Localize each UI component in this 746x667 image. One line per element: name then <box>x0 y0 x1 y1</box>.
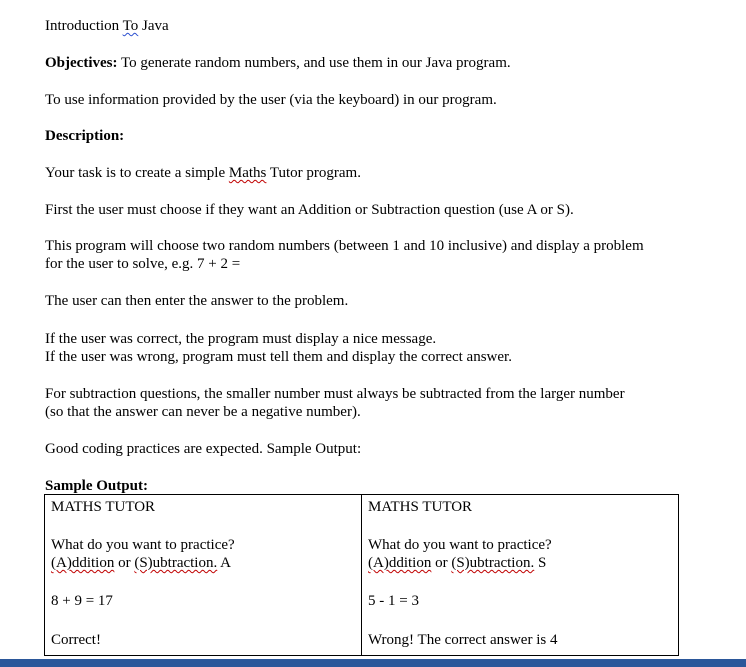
right-equation: 5 - 1 = 3 <box>368 593 419 609</box>
enter-line: The user can then enter the answer to the problem. <box>45 293 349 309</box>
left-option-subtraction: (S)ubtraction. <box>134 555 218 571</box>
objectives-text: To generate random numbers, and use them in our Java program. <box>117 55 511 71</box>
objectives-line <box>45 54 511 72</box>
wrong-line: If the user was wrong, program must tell them and display the correct answer. <box>45 349 512 365</box>
sample-output-label: Sample Output: <box>45 478 148 494</box>
right-answer-choice: S <box>534 555 547 571</box>
random-line-2: for the user to solve, e.g. 7 + 2 = <box>45 256 241 272</box>
objectives-line-2: To use information provided by the user (via the keyboard) in our program. <box>45 92 497 108</box>
task-prefix: Your task is to create a simple <box>45 165 229 181</box>
subtraction-line-1: For subtraction questions, the smaller number must always be subtracted from the larger number <box>45 386 625 402</box>
practices-line: Good coding practices are expected. Sample Output: <box>45 441 362 457</box>
sample-cell-right <box>362 495 679 656</box>
left-answer-choice: A <box>217 555 231 571</box>
task-line <box>45 164 361 182</box>
title-to-word: To <box>122 18 139 34</box>
left-options <box>51 554 355 572</box>
right-option-subtraction: (S)ubtraction. <box>451 555 535 571</box>
description-heading: Description: <box>45 128 125 144</box>
correct-line: If the user was correct, the program must display a nice message. <box>45 331 437 347</box>
left-heading: MATHS TUTOR <box>51 499 156 515</box>
right-result: Wrong! The correct answer is 4 <box>368 632 558 648</box>
status-bar-strip <box>0 659 746 667</box>
left-question: What do you want to practice? <box>51 537 235 553</box>
task-maths-word: Maths <box>228 165 267 181</box>
subtraction-line-2: (so that the answer can never be a negative number). <box>45 404 361 420</box>
title-prefix: Introduction <box>45 18 123 34</box>
left-result: Correct! <box>51 632 101 648</box>
right-question: What do you want to practice? <box>368 537 552 553</box>
right-option-or: or <box>431 555 452 571</box>
sample-cell-left <box>45 495 362 656</box>
left-option-addition: (A)ddition <box>51 555 115 571</box>
left-equation: 8 + 9 = 17 <box>51 593 113 609</box>
right-option-addition: (A)ddition <box>368 555 432 571</box>
sample-output-table <box>44 494 679 656</box>
doc-title <box>45 17 169 35</box>
title-suffix: Java <box>138 18 169 34</box>
right-options <box>368 554 672 572</box>
table-row <box>45 495 679 656</box>
left-option-or: or <box>114 555 135 571</box>
right-heading: MATHS TUTOR <box>368 499 473 515</box>
random-line-1: This program will choose two random numbers (between 1 and 10 inclusive) and display a problem <box>45 238 644 254</box>
task-suffix: Tutor program. <box>266 165 361 181</box>
choose-line: First the user must choose if they want an Addition or Subtraction question (use A or S). <box>45 202 574 218</box>
objectives-label: Objectives: <box>45 55 118 71</box>
